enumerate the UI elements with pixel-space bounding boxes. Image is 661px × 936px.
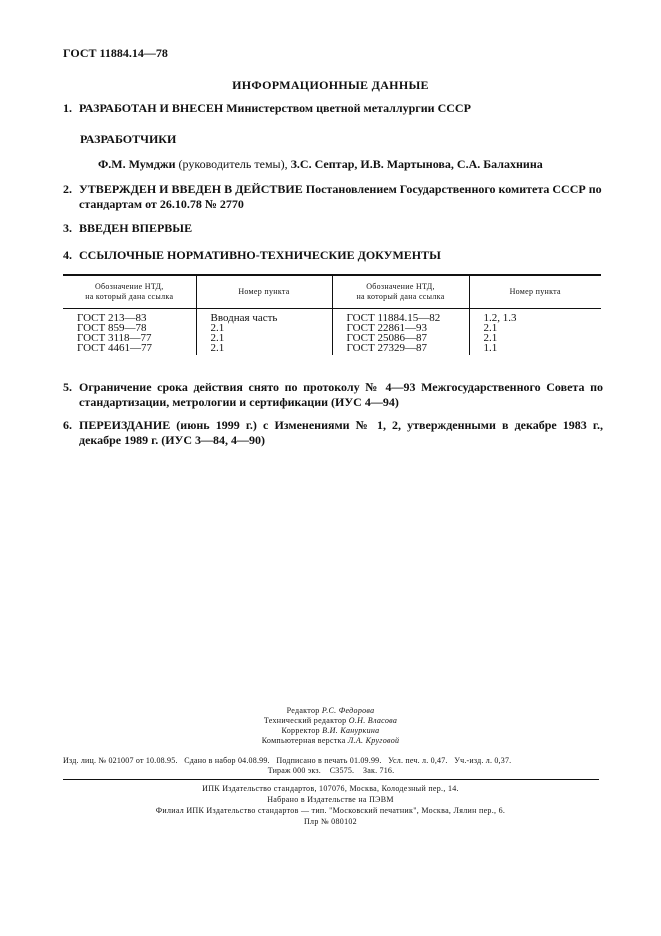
- imprint-line: Плр № 080102: [303, 817, 357, 826]
- publication-info: [63, 756, 599, 776]
- table-cell-clause: 1.2, 1.3: [469, 309, 601, 324]
- item-number: 2.: [63, 182, 72, 196]
- item-rest-text: Постановлением Государственного комитета СССР по стандартам от 26.10.78 № 2770: [79, 182, 602, 211]
- item-number: 3.: [63, 221, 72, 235]
- item-number: 6.: [63, 418, 72, 432]
- developer-lead-role: (руководитель темы),: [175, 157, 291, 171]
- publication-line-1: Изд. лиц. № 021007 от 10.08.95. Сдано в набор 04.08.99. Подписано в печать 01.09.99. Усл. печ. л. 0,47. Уч.-изд. л. 0,37.: [63, 756, 512, 765]
- table-cell-clause: Вводная часть: [196, 309, 332, 324]
- credit-name: Р.С. Федорова: [321, 706, 375, 715]
- table-cell-doc: ГОСТ 213—83: [77, 312, 147, 324]
- table-cell-doc: ГОСТ 25086—87: [332, 333, 469, 343]
- item-text: ВВЕДЕН ВПЕРВЫЕ: [79, 221, 193, 235]
- developers-list: [98, 157, 543, 172]
- item-number: 1.: [63, 101, 72, 115]
- info-item-5: [63, 380, 603, 410]
- table-cell-doc: ГОСТ 27329—87: [332, 343, 469, 355]
- credit-name: В.И. Кануркина: [322, 726, 380, 735]
- imprint-line: Филиал ИПК Издательство стандартов — тип. "Московский печатник", Москва, Лялин пер., 6.: [155, 806, 506, 815]
- imprint-block: [0, 783, 661, 827]
- item-number: 4.: [63, 248, 72, 262]
- table-cell-clause: 1.1: [469, 343, 601, 355]
- column-header-designation: [332, 275, 469, 309]
- info-item-2: [63, 182, 603, 212]
- developer-lead-name: Ф.М. Мумджи: [98, 157, 176, 171]
- header-line: на который дана ссылка: [356, 292, 445, 301]
- item-text: РАЗРАБОТАН И ВНЕСЕН Министерством цветной металлургии СССР: [79, 101, 471, 115]
- info-item-3: [63, 221, 603, 236]
- item-text: Ограничение срока действия снято по протоколу № 4—93 Межгосударственного Совета по стандартизации, метрологии и сертификации (ИУС 4—94): [79, 380, 603, 409]
- info-item-4: [63, 248, 603, 263]
- section-heading: ИНФОРМАЦИОННЫЕ ДАННЫЕ: [232, 78, 429, 92]
- credit-line: [0, 706, 661, 716]
- column-header-designation: [63, 275, 196, 309]
- table-cell-clause: 2.1: [469, 333, 601, 343]
- referenced-documents-table: [63, 274, 601, 355]
- item-number: 5.: [63, 380, 72, 394]
- developer-others: З.С. Септар, И.В. Мартынова, С.А. Балахнина: [290, 157, 543, 171]
- credit-role: Корректор: [281, 726, 323, 735]
- info-item-1: [63, 101, 603, 116]
- item-bold-text: УТВЕРЖДЕН И ВВЕДЕН В ДЕЙСТВИЕ: [79, 182, 303, 196]
- column-header-clause: Номер пункта: [196, 275, 332, 309]
- credit-name: Л.А. Круговой: [347, 736, 400, 745]
- table-row: [63, 309, 601, 324]
- credit-line: [0, 716, 661, 726]
- publication-line-2: Тираж 000 экз. С3575. Зак. 716.: [267, 766, 395, 775]
- credit-role: Компьютерная верстка: [261, 736, 348, 745]
- item-text: [79, 182, 603, 212]
- header-line: Обозначение НТД,: [366, 282, 435, 291]
- table-cell-doc: ГОСТ 11884.15—82: [332, 309, 469, 324]
- table-cell-doc: ГОСТ 859—78: [77, 322, 147, 334]
- imprint-line: ИПК Издательство стандартов, 107076, Москва, Колодезный пер., 14.: [202, 784, 459, 793]
- document-code: ГОСТ 11884.14—78: [63, 46, 168, 60]
- credit-line: [0, 726, 661, 736]
- table-row: [63, 343, 601, 355]
- table-cell-clause: 2.1: [469, 323, 601, 333]
- table-cell-doc: ГОСТ 4461—77: [77, 342, 152, 354]
- imprint-line: Набрано в Издательстве на ПЭВМ: [267, 795, 394, 804]
- divider: [63, 779, 599, 780]
- credits-block: [0, 706, 661, 746]
- item-text: ПЕРЕИЗДАНИЕ (июнь 1999 г.) с Изменениями № 1, 2, утвержденными в декабре 1983 г., декабре 1989 г. (ИУС 3—84, 4—90): [79, 418, 603, 447]
- credit-role: Технический редактор: [263, 716, 349, 725]
- table-cell-clause: 2.1: [196, 323, 332, 333]
- header-line: Обозначение НТД,: [94, 282, 164, 291]
- header-line: на который дана ссылка: [85, 292, 174, 301]
- column-header-clause: Номер пункта: [469, 275, 601, 309]
- info-item-6: [63, 418, 603, 448]
- credit-name: О.Н. Власова: [348, 716, 398, 725]
- table-cell-clause: 2.1: [196, 343, 332, 355]
- credit-role: Редактор: [286, 706, 322, 715]
- developers-heading: РАЗРАБОТЧИКИ: [80, 132, 177, 146]
- table-cell-doc: ГОСТ 22861—93: [332, 323, 469, 333]
- table-header-row: [63, 275, 601, 309]
- table-cell-clause: 2.1: [196, 333, 332, 343]
- item-text: ССЫЛОЧНЫЕ НОРМАТИВНО-ТЕХНИЧЕСКИЕ ДОКУМЕНТЫ: [79, 248, 441, 262]
- credit-line: [0, 736, 661, 746]
- table-cell-doc: ГОСТ 3118—77: [77, 332, 152, 344]
